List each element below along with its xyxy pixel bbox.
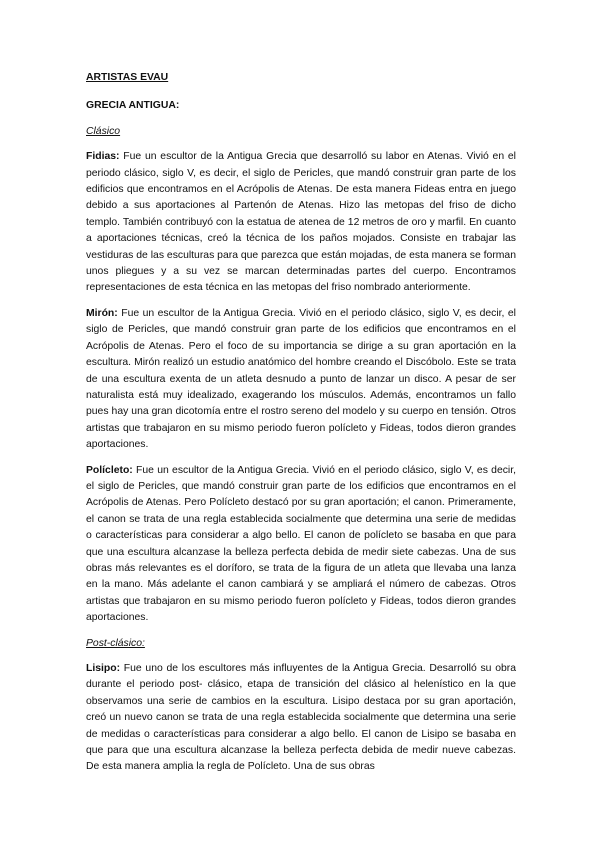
entry-fidias <box>86 149 516 297</box>
artist-description: Fue uno de los escultores más influyentes de la Antigua Grecia. Desarrolló su obra durante el periodo post- clásico, etapa de transición del clásico al helenístico en la que observamos una serie de cambios en la escultura. Lisipo destaca por su gran aportación, creó un nuevo canon se trata de una regla establecida socialmente que determina una serie de medidas o características para considerar a algo bello. El canon de Lisipo se basaba en que para que una escultura alcanzase la belleza perfecta debida de medir nueve cabezas. De esta manera amplia la regla de Polícleto. Una de sus obras <box>86 663 516 773</box>
artist-description: Fue un escultor de la Antigua Grecia que desarrolló su labor en Atenas. Vivió en el periodo clásico, siglo V, es decir, el siglo de Pericles, que mandó construir gran parte de los edificios que encontramos en el Acrópolis de Atenas. De esta manera Fideas entra en juego debido a sus aportaciones al Partenón de Atenas. Hizo las metopas del friso de dicho templo. También contribuyó con la estatua de atenea de 12 metros de oro y marfil. En cuanto a aportaciones técnicas, creó la técnica de los paños mojados. Consiste en trabajar las vestiduras de las esculturas para que parezca que están mojadas, de esta manera se forman unos pliegues y a su vez se marcan determinadas partes del cuerpo. Encontramos representaciones de esta técnica en las metopas del friso nombrado anteriormente. <box>86 151 516 294</box>
period-heading-clasico: Clásico <box>86 125 121 137</box>
artist-description: Fue un escultor de la Antigua Grecia. Vivió en el periodo clásico, siglo V, es decir, el siglo de Pericles, que mandó construir gran parte de los edificios que encontramos en el Acrópolis de Atenas. Pero el foco de su importancia se dirige a su gran aportación en la escultura. Mirón realizó un estudio anatómico del hombre creando el Discóbolo. Este se trata de una escultura exenta de un atleta desnudo a punto de lanzar un disco. A pesar de ser naturalista está muy idealizado, exagerando los músculos. Además, encontramos un fallo pues hay una gran dicotomía entre el rostro sereno del modelo y su cuerpo en tensión. Otros artistas que trabajaron en su mismo periodo fueron polícleto y Fideas, todos dieron grandes aportaciones. <box>86 307 516 451</box>
artist-description: Fue un escultor de la Antigua Grecia. Vivió en el periodo clásico, siglo V, es decir, el siglo de Pericles, que mandó construir gran parte de los edificios que encontramos en el Acrópolis de Atenas. Pero Polícleto destacó por su gran aportación; el canon. Primeramente, el canon se trata de una regla establecida socialmente que determina una serie de medidas o características para considerar a algo bello. El canon de polícleto se basaba en que para que una escultura alcanzase la belleza perfecta debida de medir siete cabezas. Una de sus obras más relevantes es el doríforo, se trata de la figura de un atleta que llevaba una lanza en la mano. Más adelante el canon cambiará y se ampliará el número de cabezas. Otros artistas que trabajaron en su mismo periodo fueron polícleto y Fideas, todos dieron grandes aportaciones. <box>86 464 517 624</box>
section-heading: GRECIA ANTIGUA: <box>86 100 180 112</box>
artist-name: Mirón: <box>86 307 118 319</box>
artist-name: Fidias: <box>86 151 120 163</box>
entry-miron <box>86 306 516 454</box>
period-heading-post-clasico: Post-clásico: <box>86 637 145 649</box>
document-title: ARTISTAS EVAU <box>86 72 169 83</box>
artist-name: Polícleto: <box>86 464 133 476</box>
entry-policleto <box>86 463 516 627</box>
artist-name: Lisipo: <box>86 663 121 674</box>
entry-lisipo <box>86 661 516 776</box>
document-page <box>86 70 516 785</box>
